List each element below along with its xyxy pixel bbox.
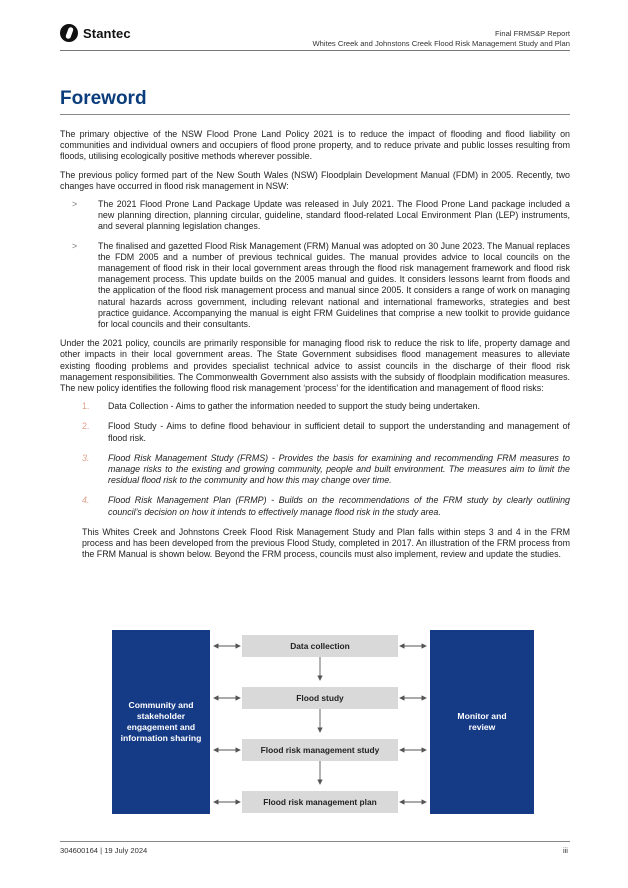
page-number: iii	[562, 846, 568, 855]
engagement-box-label: Community and stakeholder engagement and information sharing	[120, 700, 202, 743]
step-number: 3.	[82, 452, 90, 463]
step-flood-study: Flood study	[242, 687, 398, 709]
paragraph-responsibilities: Under the 2021 policy, councils are primarily responsible for managing flood risk to reduce the risk to life, property damage and other impacts in their local government areas. The State Government subsidises flood management measures to alleviate existing flooding problems and provides specialist technical advice to assist councils in the discharge of their flood risk management responsibilities. The Commonwealth Government also assists with the subsidy of floodplain modification measures. The new policy identifies the following flood risk management ‘process’ for the identification and management of flood risks:	[60, 338, 570, 394]
step-text: Flood Risk Management Study (FRMS) - Provides the basis for examining and recommending FRM measures to manage risks to the existing and growing community, people and built environment. The measures aim to limit the residual flood risk to the community and how this may change over time.	[108, 452, 570, 486]
step-number: 2.	[82, 421, 90, 432]
stantec-logo	[60, 22, 150, 44]
step-text: Flood Risk Management Plan (FRMP) - Builds on the recommendations of the FRM study by clearly outlining council’s decision on how it intends to effectively manage flood risk in the study area.	[108, 495, 570, 517]
title-rule	[60, 114, 570, 115]
engagement-box	[112, 630, 210, 814]
list-item	[60, 401, 570, 412]
paragraph-intro: The primary objective of the NSW Flood Prone Land Policy 2021 is to reduce the impact of flooding and flood liability on communities and individual owners and occupiers of flood prone property, and to reduce private and public losses resulting from floods, utilising ecologically positive methods wherever possible.	[60, 129, 570, 162]
report-title: Final FRMS&P Report	[495, 29, 570, 38]
step-text: Flood Study - Aims to define flood behaviour in sufficient detail to support the understanding and management of flood risk.	[108, 421, 570, 443]
bullet-text: The finalised and gazetted Flood Risk Management (FRM) Manual was adopted on 30 June 2023. The Manual replaces the FDM 2005 and a number of previous technical guides. The manual provides advice to local councils on the management of flood risk in their local government areas through the flood risk management framework and flood risk management process. This update builds on the 2005 manual and guides. It considers lessons learnt from floods and the application of the flood risk management process and manual since 2005. It considers a range of work on managing natural hazards across government, including relevant national and international frameworks, strategies and best practice guidance. Accompanying the manual is eight FRM Guidelines that comprise a new toolkit to provide guidance for local councils and their consultants.	[98, 240, 570, 330]
step-number: 1.	[82, 401, 90, 412]
body-content	[60, 129, 570, 568]
bullet-marker: >	[72, 199, 78, 210]
step-text: Data Collection - Aims to gather the information needed to support the study being undertaken.	[108, 401, 480, 412]
paragraph-previous-policy: The previous policy formed part of the New South Wales (NSW) Floodplain Development Manual (FDM) in 2005. Recently, two changes have occurred in flood risk management in NSW:	[60, 169, 570, 191]
stantec-logo-icon	[60, 24, 78, 42]
list-item	[60, 241, 570, 331]
step-number: 4.	[82, 495, 90, 506]
list-item	[60, 421, 570, 443]
report-subtitle: Whites Creek and Johnstons Creek Flood Risk Management Study and Plan	[312, 38, 570, 48]
list-item	[60, 495, 570, 517]
paragraph-scope: This Whites Creek and Johnstons Creek Flood Risk Management Study and Plan falls within steps 3 and 4 in the FRM process and has been developed from the previous Flood Study, completed in 2017. An illustration of the FRM process from the FRM Manual is shown below. Beyond the FRM process, councils must also implement, review and update the studies.	[82, 526, 570, 560]
running-header	[313, 29, 570, 48]
step-flood-risk-management-plan: Flood risk management plan	[242, 791, 398, 813]
changes-list	[60, 199, 570, 330]
footer-rule	[60, 841, 570, 842]
frm-process-diagram	[112, 630, 534, 814]
monitor-review-box	[430, 630, 534, 814]
process-steps-list	[60, 401, 570, 518]
bullet-marker: >	[72, 240, 78, 251]
bullet-text: The 2021 Flood Prone Land Package Update was released in July 2021. The Flood Prone Land package included a new planning direction, planning circular, guideline, standard flood-related Local Environment Plan (LEP) instruments, and several planning legislation changes.	[98, 199, 570, 232]
header-rule	[60, 50, 570, 51]
list-item	[60, 199, 570, 233]
step-data-collection: Data collection	[242, 635, 398, 657]
page-title: Foreword	[60, 88, 147, 109]
document-reference: 304600164 | 19 July 2024	[60, 846, 148, 855]
step-flood-risk-management-study: Flood risk management study	[242, 739, 398, 761]
list-item	[60, 453, 570, 487]
logo-text: Stantec	[83, 25, 131, 41]
monitor-review-label: Monitor and review	[457, 711, 507, 732]
